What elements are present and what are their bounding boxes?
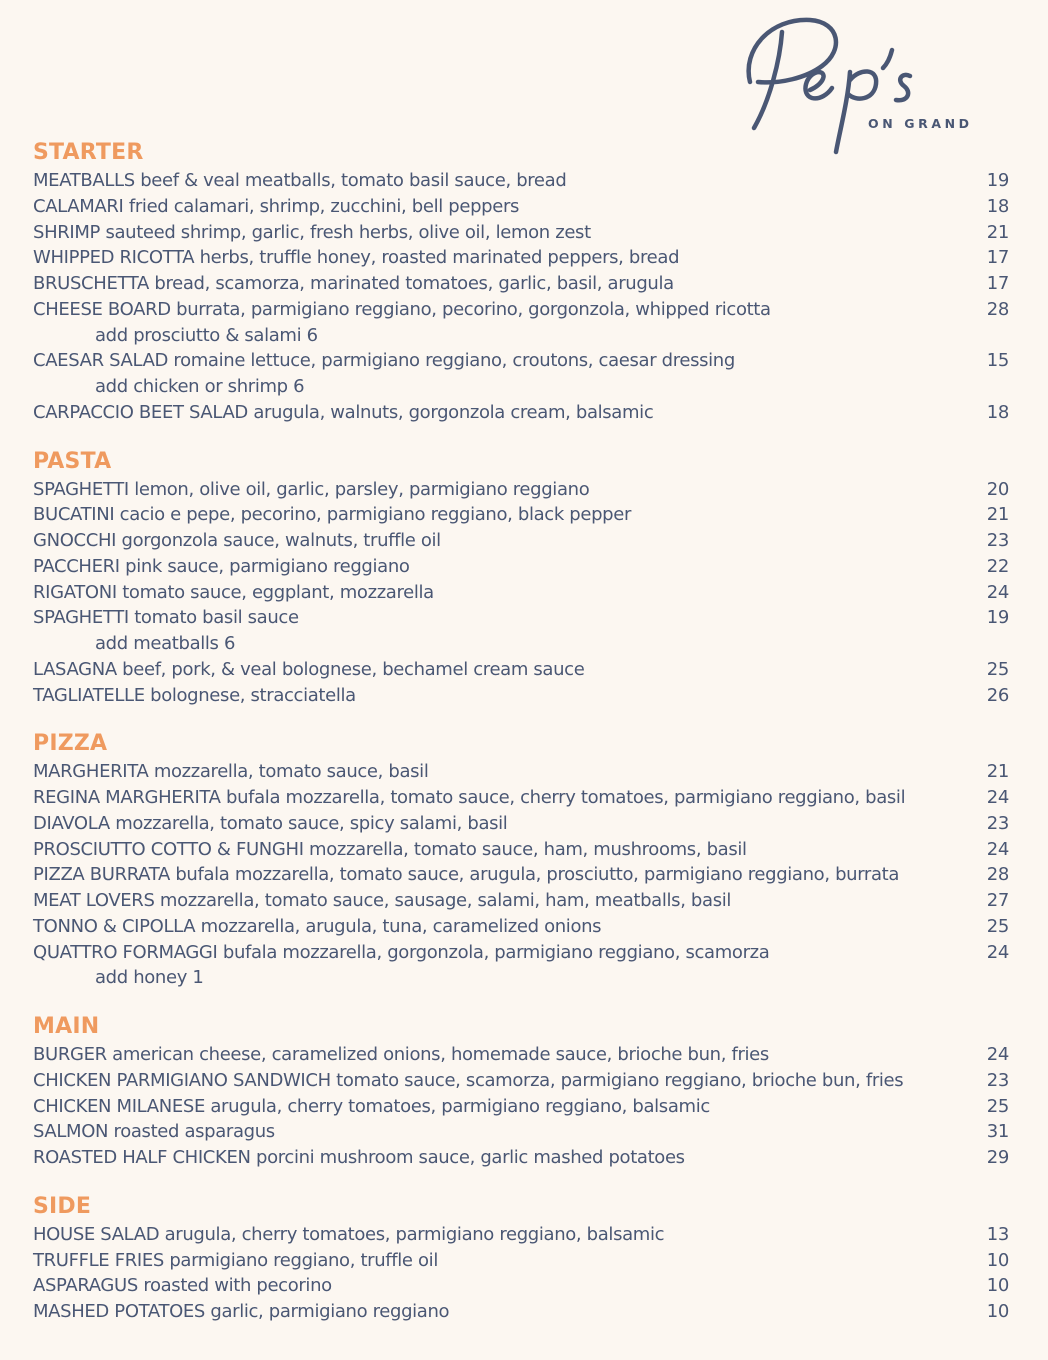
menu-item-text: [33, 502, 981, 528]
menu-item-text: [33, 811, 981, 837]
menu-item-description: tomato sauce, eggplant, mozzarella: [122, 581, 434, 603]
menu-section-pasta: [33, 447, 1009, 709]
menu-item: [33, 1299, 1009, 1325]
menu-item-name: PROSCIUTTO COTTO & FUNGHI: [33, 838, 304, 860]
menu-item-text: [33, 862, 981, 888]
menu-item-price: 13: [986, 1223, 1009, 1245]
menu-item-description: bufala mozzarella, gorgonzola, parmigiano reggiano, scamorza: [222, 941, 770, 963]
section-title: PIZZA: [33, 731, 108, 757]
menu-item-price: 17: [986, 273, 1009, 294]
menu-item-text: [33, 1119, 981, 1145]
menu-item-description: mozzarella, tomato sauce, sausage, salami, ham, meatballs, basil: [159, 890, 732, 911]
menu-item-text: [33, 1068, 981, 1094]
menu-item-description: fried calamari, shrimp, zucchini, bell peppers: [128, 195, 520, 217]
menu-item: [33, 297, 1009, 323]
menu-item-description: gorgonzola sauce, walnuts, truffle oil: [121, 530, 441, 551]
menu-item: [33, 940, 1009, 966]
menu-item-text: [33, 914, 981, 940]
menu-item: [33, 1042, 1009, 1068]
menu-item-price: 22: [986, 555, 1009, 577]
menu-item-price: 17: [986, 247, 1009, 269]
menu-item-price: 18: [986, 401, 1009, 423]
menu-item-name: SHRIMP: [33, 221, 101, 243]
menu-item-description: tomato basil sauce: [134, 607, 299, 629]
menu-item-price: 25: [986, 658, 1009, 680]
menu-item-price: 26: [986, 684, 1009, 706]
menu-item-text: [33, 168, 981, 194]
menu-item-name: BRUSCHETTA: [33, 273, 150, 294]
menu-item-name: PACCHERI: [33, 555, 120, 577]
menu-item: [33, 1145, 1009, 1171]
menu-item-text: [33, 1299, 981, 1325]
menu-item-name: QUATTRO FORMAGGI: [33, 941, 218, 963]
menu-item: [33, 1273, 1009, 1299]
menu-item-text: [33, 348, 981, 374]
menu-item-text: [33, 271, 981, 297]
menu-item-text: [33, 194, 981, 220]
menu-item: [33, 1068, 1009, 1094]
menu-item: [33, 605, 1009, 631]
menu-item-description: roasted with pecorino: [143, 1275, 332, 1297]
menu-item-price: 21: [986, 504, 1009, 526]
menu-item-price: 31: [986, 1121, 1009, 1143]
menu-item: [33, 683, 1009, 709]
menu-item: [33, 348, 1009, 374]
menu-item: [33, 477, 1009, 503]
menu-item-price: 19: [986, 607, 1009, 629]
menu-item-description: porcini mushroom sauce, garlic mashed potatoes: [256, 1147, 685, 1168]
menu-item-price: 21: [986, 761, 1009, 783]
menu-item-description: bufala mozzarella, tomato sauce, arugula, prosciutto, parmigiano reggiano, burrata: [175, 864, 900, 886]
menu-item-text: [33, 1042, 981, 1068]
menu-item-name: HOUSE SALAD: [33, 1223, 160, 1245]
menu-item-description: mozzarella, tomato sauce, ham, mushrooms, basil: [309, 838, 747, 860]
menu-section-side: [33, 1192, 1009, 1325]
menu-item: [33, 271, 1009, 297]
menu-item-price: 27: [986, 890, 1009, 911]
menu-item-description: roasted asparagus: [113, 1121, 275, 1143]
menu-item-text: [33, 528, 981, 554]
menu-item-price: 28: [986, 864, 1009, 886]
menu-item-price: 24: [986, 787, 1009, 808]
menu-item-name: LASAGNA: [33, 658, 117, 680]
menu-item-description: sauteed shrimp, garlic, fresh herbs, olive oil, lemon zest: [105, 221, 591, 243]
menu-item-text: [33, 580, 981, 606]
menu-item-description: bolognese, stracciatella: [150, 684, 356, 706]
menu-item-text: [33, 837, 981, 863]
menu-item-text: [33, 400, 981, 426]
menu-item: [33, 785, 1009, 811]
menu-item-price: 24: [986, 838, 1009, 860]
logo-tagline: ON GRAND: [868, 116, 973, 131]
menu-item-text: [33, 245, 981, 271]
menu-item: [33, 1248, 1009, 1274]
menu-section-starter: [33, 138, 1009, 426]
menu-item-name: GNOCCHI: [33, 530, 117, 551]
menu-item: [33, 168, 1009, 194]
section-title: SIDE: [33, 1193, 92, 1219]
menu-item-description: romaine lettuce, parmigiano reggiano, croutons, caesar dressing: [173, 350, 735, 372]
menu-item-name: CHEESE BOARD: [33, 298, 171, 320]
menu-item-price: 24: [986, 581, 1009, 603]
menu-item-name: MEATBALLS: [33, 170, 135, 191]
menu-item-name: BURGER: [33, 1044, 107, 1065]
menu-item: [33, 194, 1009, 220]
menu-item: [33, 811, 1009, 837]
menu-item-description: parmigiano reggiano, truffle oil: [169, 1249, 438, 1271]
menu-item-text: [33, 759, 981, 785]
menu-item-description: bread, scamorza, marinated tomatoes, garlic, basil, arugula: [154, 273, 674, 294]
menu-item-price: 24: [986, 941, 1009, 963]
menu-item-name: DIAVOLA: [33, 812, 110, 834]
menu-item-name: SPAGHETTI: [33, 478, 129, 500]
menu-item: [33, 220, 1009, 246]
menu-item: [33, 1094, 1009, 1120]
section-title: STARTER: [33, 140, 144, 165]
menu-item-name: PIZZA BURRATA: [33, 864, 170, 886]
menu-item-name: ASPARAGUS: [33, 1275, 138, 1297]
menu-item-description: tomato sauce, scamorza, parmigiano reggiano, brioche bun, fries: [336, 1069, 904, 1091]
menu-item-name: BUCATINI: [33, 504, 115, 526]
menu-item-name: ROASTED HALF CHICKEN: [33, 1147, 251, 1168]
menu-item-description: lemon, olive oil, garlic, parsley, parmigiano reggiano: [134, 478, 590, 500]
menu-item-name: CHICKEN MILANESE: [33, 1095, 205, 1117]
menu-item-text: [33, 888, 981, 914]
menu-item-name: CAESAR SALAD: [33, 350, 169, 372]
menu-item-price: 23: [986, 1069, 1009, 1091]
menu-item-name: CARPACCIO BEET SALAD: [33, 401, 248, 423]
menu-item-price: 18: [986, 195, 1009, 217]
menu-item: [33, 837, 1009, 863]
menu-item: [33, 400, 1009, 426]
menu-item-name: CHICKEN PARMIGIANO SANDWICH: [33, 1069, 331, 1091]
menu-item-text: [33, 297, 981, 323]
menu-item-text: [33, 1145, 981, 1171]
menu-item-price: 25: [986, 915, 1009, 937]
section-title: MAIN: [33, 1014, 100, 1039]
menu-item-addon: add meatballs 6: [95, 633, 236, 654]
menu-item-description: arugula, cherry tomatoes, parmigiano reggiano, balsamic: [210, 1095, 710, 1117]
menu-item-text: [33, 657, 981, 683]
menu-item-price: 24: [986, 1044, 1009, 1065]
menu-item-name: TONNO & CIPOLLA: [33, 915, 196, 937]
menu-item-description: pink sauce, parmigiano reggiano: [125, 555, 410, 577]
menu-item-price: 25: [986, 1095, 1009, 1117]
menu-item-price: 10: [986, 1275, 1009, 1297]
menu-item-price: 20: [986, 478, 1009, 500]
menu-item-name: MARGHERITA: [33, 761, 149, 783]
menu-item-addon: add chicken or shrimp 6: [95, 376, 305, 397]
menu-item-price: 10: [986, 1301, 1009, 1322]
menu-item-text: [33, 554, 981, 580]
menu-item: [33, 502, 1009, 528]
menu-section-pizza: [33, 729, 1009, 991]
menu-item: [33, 245, 1009, 271]
menu-item: [33, 554, 1009, 580]
menu-item-text: [33, 940, 981, 966]
menu-body: [33, 138, 1009, 1346]
menu-item-name: MASHED POTATOES: [33, 1301, 206, 1322]
menu-item: [33, 888, 1009, 914]
menu-item-description: mozzarella, arugula, tuna, caramelized onions: [200, 915, 602, 937]
section-title: PASTA: [33, 448, 112, 474]
menu-section-main: [33, 1012, 1009, 1171]
menu-item-price: 15: [986, 350, 1009, 372]
menu-item-description: cacio e pepe, pecorino, parmigiano reggiano, black pepper: [119, 504, 632, 526]
menu-item-text: [33, 220, 981, 246]
menu-item: [33, 580, 1009, 606]
menu-item-name: CALAMARI: [33, 195, 124, 217]
menu-item: [33, 657, 1009, 683]
menu-item: [33, 528, 1009, 554]
menu-item-price: 10: [986, 1249, 1009, 1271]
menu-item-name: SALMON: [33, 1121, 109, 1143]
menu-item-description: herbs, truffle honey, roasted marinated peppers, bread: [199, 247, 680, 269]
menu-item-description: bufala mozzarella, tomato sauce, cherry tomatoes, parmigiano reggiano, basil: [226, 787, 906, 808]
menu-item-text: [33, 605, 981, 631]
menu-item-description: arugula, walnuts, gorgonzola cream, balsamic: [253, 401, 654, 423]
menu-item-price: 23: [986, 812, 1009, 834]
menu-item-price: 28: [986, 298, 1009, 320]
menu-item-addon: add prosciutto & salami 6: [95, 324, 318, 346]
menu-item-description: mozzarella, tomato sauce, basil: [153, 761, 429, 783]
menu-item: [33, 1222, 1009, 1248]
menu-item: [33, 914, 1009, 940]
menu-item-text: [33, 1273, 981, 1299]
menu-item-text: [33, 1222, 981, 1248]
menu-item-description: mozzarella, tomato sauce, spicy salami, basil: [115, 812, 508, 834]
menu-item-text: [33, 785, 981, 811]
menu-item-addon: add honey 1: [95, 967, 204, 989]
menu-item-price: 19: [986, 170, 1009, 191]
menu-item-name: WHIPPED RICOTTA: [33, 247, 195, 269]
menu-item-price: 23: [986, 530, 1009, 551]
menu-item-name: TRUFFLE FRIES: [33, 1249, 164, 1271]
menu-item-description: garlic, parmigiano reggiano: [210, 1301, 450, 1322]
menu-item-name: TAGLIATELLE: [33, 684, 145, 706]
menu-item-description: beef & veal meatballs, tomato basil sauce, bread: [140, 170, 567, 191]
menu-item-description: burrata, parmigiano reggiano, pecorino, gorgonzola, whipped ricotta: [176, 298, 771, 320]
menu-item-name: SPAGHETTI: [33, 607, 129, 629]
menu-item-name: RIGATONI: [33, 581, 117, 603]
menu-item-price: 21: [986, 221, 1009, 243]
menu-item-name: REGINA MARGHERITA: [33, 787, 221, 808]
menu-item: [33, 759, 1009, 785]
menu-item: [33, 862, 1009, 888]
menu-item-description: american cheese, caramelized onions, homemade sauce, brioche bun, fries: [112, 1044, 769, 1065]
menu-item-description: arugula, cherry tomatoes, parmigiano reggiano, balsamic: [164, 1223, 665, 1245]
menu-item-description: beef, pork, & veal bolognese, bechamel cream sauce: [122, 658, 585, 680]
menu-item-text: [33, 1094, 981, 1120]
menu-item: [33, 1119, 1009, 1145]
menu-item-name: MEAT LOVERS: [33, 890, 155, 911]
menu-item-text: [33, 683, 981, 709]
menu-item-price: 29: [986, 1147, 1009, 1168]
menu-item-text: [33, 477, 981, 503]
menu-item-text: [33, 1248, 981, 1274]
